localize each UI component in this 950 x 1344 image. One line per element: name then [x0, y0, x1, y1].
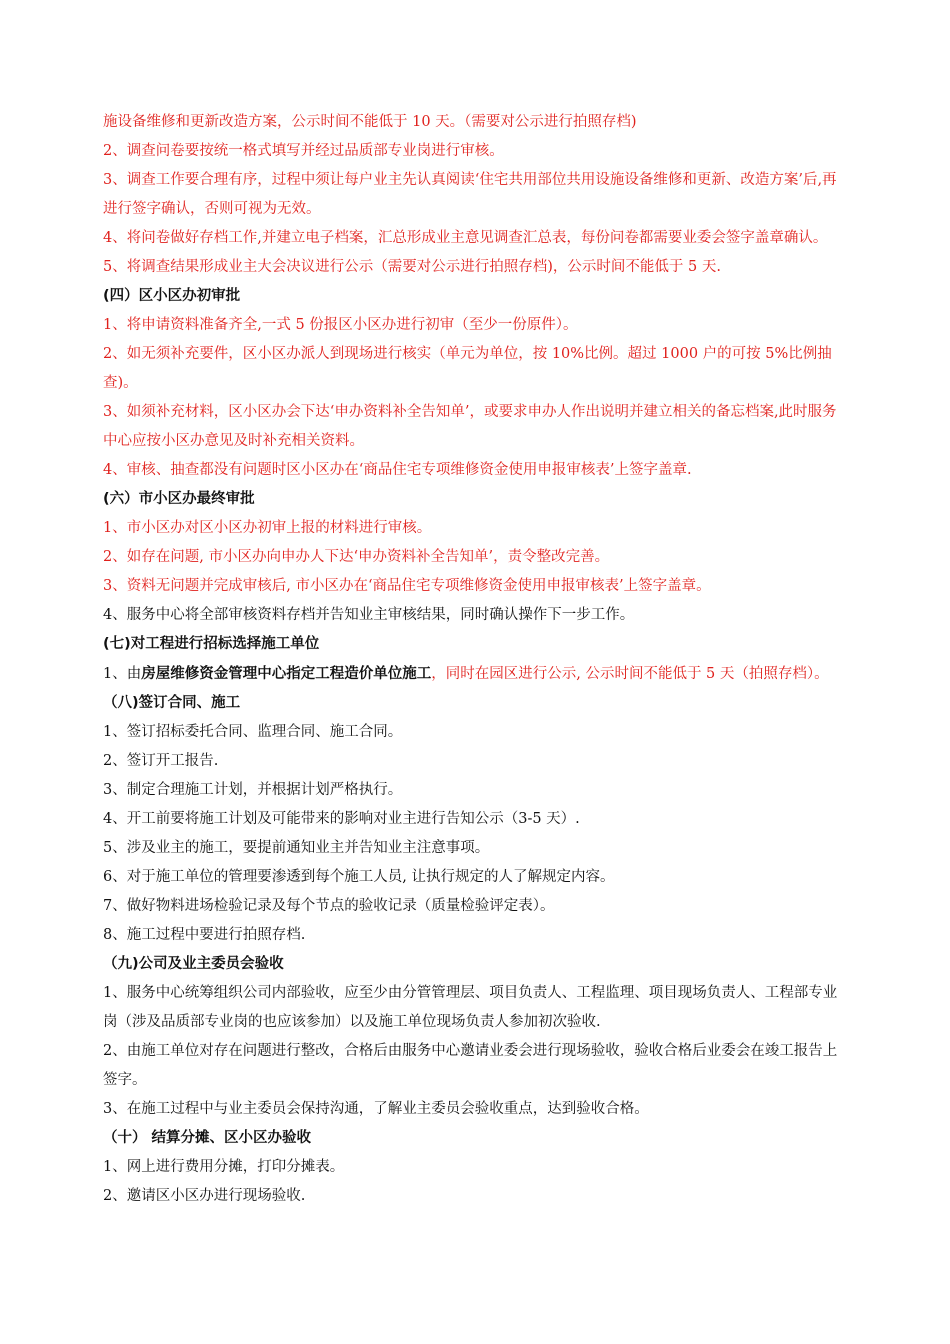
- paragraph: 5、将调查结果形成业主大会决议进行公示（需要对公示进行拍照存档)，公示时间不能低于 5 天.: [103, 259, 721, 275]
- section-heading: （八)签订合同、施工: [103, 695, 241, 711]
- paragraph: 4、开工前要将施工计划及可能带来的影响对业主进行告知公示（3-5 天）.: [103, 811, 580, 827]
- paragraph: 3、在施工过程中与业主委员会保持沟通，了解业主委员会验收重点，达到验收合格。: [103, 1101, 649, 1117]
- paragraph: 2、如无须补充要件，区小区办派人到现场进行核实（单元为单位，按 10%比例。超过 1000 户的可按 5%比例抽查)。: [103, 346, 832, 391]
- paragraph: 施设备维修和更新改造方案，公示时间不能低于 10 天。（需要对公示进行拍照存档): [103, 114, 637, 130]
- paragraph: 2、签订开工报告.: [103, 753, 219, 769]
- paragraph: 8、施工过程中要进行拍照存档.: [103, 927, 306, 943]
- paragraph: 5、涉及业主的施工，要提前通知业主并告知业主注意事项。: [103, 840, 490, 856]
- paragraph: 4、审核、抽查都没有问题时区小区办在‘商品住宅专项维修资金使用申报审核表’上签字盖章.: [103, 462, 692, 478]
- paragraph: 4、将问卷做好存档工作,并建立电子档案，汇总形成业主意见调查汇总表，每份问卷都需要业委会签字盖章确认。: [103, 230, 828, 246]
- section-heading: （十） 结算分摊、区小区办验收: [103, 1130, 312, 1146]
- paragraph-bold-phrase: 房屋维修资金管理中心指定工程造价单位施工: [141, 665, 432, 682]
- paragraph: 1、将申请资料准备齐全,一式 5 份报区小区办进行初审（至少一份原件）。: [103, 317, 578, 333]
- section-heading: (七)对工程进行招标选择施工单位: [103, 636, 320, 652]
- paragraph: 2、调查问卷要按统一格式填写并经过品质部专业岗进行审核。: [103, 143, 504, 159]
- paragraph: 3、资料无问题并完成审核后, 市小区办在‘商品住宅专项维修资金使用申报审核表’上签字盖章。: [103, 578, 711, 594]
- paragraph: 3、制定合理施工计划，并根据计划严格执行。: [103, 782, 403, 798]
- paragraph: 1、服务中心统筹组织公司内部验收，应至少由分管管理层、项目负责人、工程监理、项目现场负责人、工程部专业岗（涉及品质部专业岗的也应该参加）以及施工单位现场负责人参加初次验收.: [103, 985, 838, 1030]
- document-page: [103, 108, 848, 1211]
- paragraph: 3、调查工作要合理有序，过程中须让每户业主先认真阅读‘住宅共用部位共用设施设备维修和更新、改造方案’后,再进行签字确认，否则可视为无效。: [103, 172, 837, 217]
- paragraph: 1、网上进行费用分摊，打印分摊表。: [103, 1159, 345, 1175]
- paragraph-prefix: 1、由: [103, 666, 142, 682]
- paragraph: 1、签订招标委托合同、监理合同、施工合同。: [103, 724, 403, 740]
- paragraph-suffix: ，同时在园区进行公示, 公示时间不能低于 5 天（拍照存档）。: [431, 666, 829, 682]
- paragraph: 2、由施工单位对存在问题进行整改，合格后由服务中心邀请业委会进行现场验收，验收合格后业委会在竣工报告上签字。: [103, 1043, 838, 1088]
- section-heading: （九)公司及业主委员会验收: [103, 956, 284, 972]
- paragraph-mixed: [103, 659, 848, 689]
- paragraph: 7、做好物料进场检验记录及每个节点的验收记录（质量检验评定表）。: [103, 898, 555, 914]
- section-heading: (四）区小区办初审批: [103, 288, 241, 304]
- paragraph: 2、邀请区小区办进行现场验收.: [103, 1188, 306, 1204]
- paragraph: 6、对于施工单位的管理要渗透到每个施工人员, 让执行规定的人了解规定内容。: [103, 869, 615, 885]
- paragraph: 3、如须补充材料，区小区办会下达‘申办资料补全告知单’，或要求申办人作出说明并建立相关的备忘档案,此时服务中心应按小区办意见及时补充相关资料。: [103, 404, 837, 449]
- paragraph: 2、如存在问题, 市小区办向申办人下达‘申办资料补全告知单’，责令整改完善。: [103, 549, 610, 565]
- paragraph: 1、市小区办对区小区办初审上报的材料进行审核。: [103, 520, 432, 536]
- section-heading: (六）市小区办最终审批: [103, 491, 255, 507]
- paragraph: 4、服务中心将全部审核资料存档并告知业主审核结果，同时确认操作下一步工作。: [103, 607, 635, 623]
